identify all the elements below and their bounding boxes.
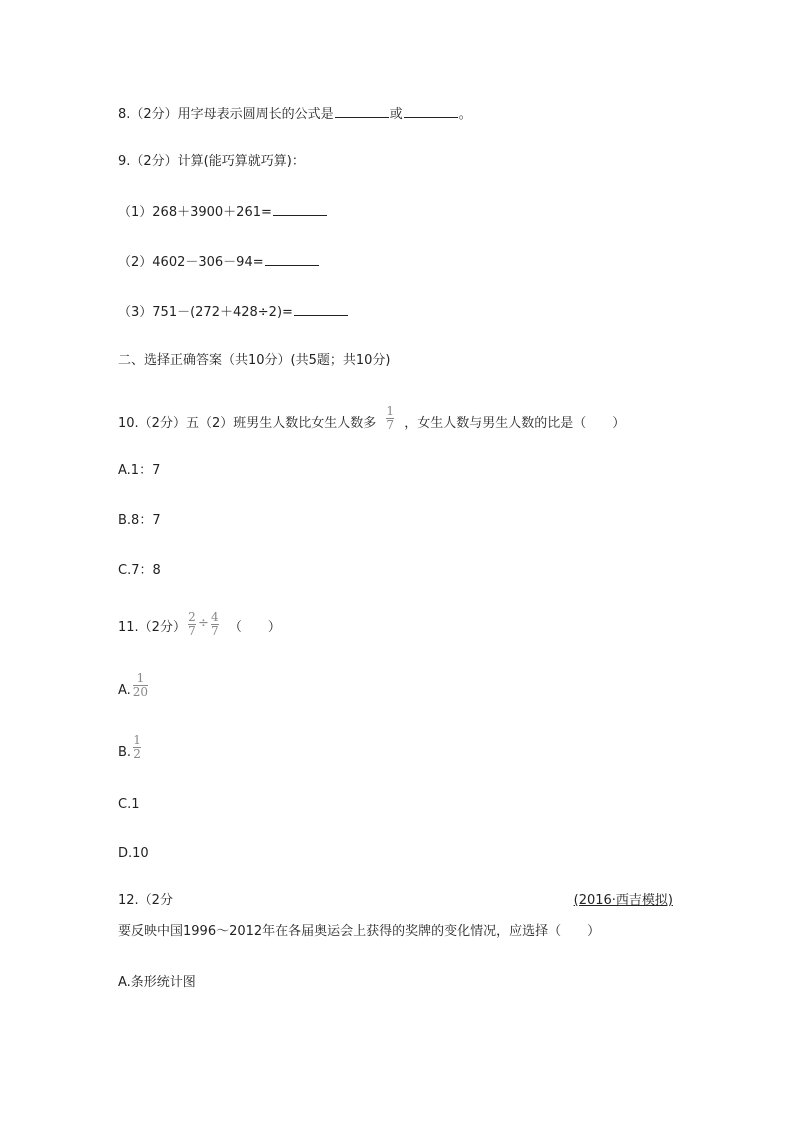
- option-b[interactable]: [118, 732, 143, 762]
- numerator: 4: [211, 609, 219, 624]
- q10-suffix: ，女生人数与男生人数的比是（ ）: [404, 416, 626, 431]
- question-9-part-2: [118, 252, 320, 272]
- fraction-4-7: [211, 609, 219, 638]
- q8-suffix: 。: [458, 107, 472, 122]
- q10-prefix: 10.（2分）五（2）班男生人数比女生人数多: [118, 416, 377, 431]
- denominator: 7: [211, 623, 219, 638]
- q11-suffix: （ ）: [228, 620, 281, 635]
- numerator: 2: [188, 609, 196, 624]
- numerator: 1: [136, 671, 145, 685]
- answer-blank[interactable]: [335, 104, 389, 118]
- denominator: 7: [386, 417, 395, 432]
- fraction-1-20: [133, 673, 148, 698]
- part-text: （3）751－(272＋428÷2)=: [118, 305, 293, 320]
- numerator: 1: [386, 403, 395, 418]
- question-9-part-3: [118, 302, 349, 322]
- question-12-stem: 要反映中国1996～2012年在各届奥运会上获得的奖牌的变化情况，应选择（ ）: [118, 924, 601, 939]
- option-b[interactable]: B.8：7: [118, 513, 161, 528]
- option-label: B.: [118, 745, 132, 760]
- question-12-number: 12.（2分: [118, 893, 173, 908]
- answer-blank[interactable]: [404, 104, 458, 118]
- question-9-part-1: [118, 202, 328, 222]
- option-label: A.: [118, 683, 131, 698]
- fraction-1-7: [386, 403, 395, 432]
- question-11: [118, 609, 281, 642]
- denominator: 7: [188, 623, 196, 638]
- answer-blank[interactable]: [273, 202, 327, 216]
- section-heading: 二、选择正确答案（共10分）(共5题；共10分): [118, 353, 391, 368]
- denominator: 20: [132, 685, 149, 699]
- option-d[interactable]: D.10: [118, 846, 149, 861]
- option-a[interactable]: [118, 670, 150, 700]
- option-c[interactable]: C.1: [118, 797, 140, 812]
- question-9-stem: 9.（2分）计算(能巧算就巧算)：: [118, 154, 305, 169]
- option-a[interactable]: A.1：7: [118, 463, 161, 478]
- q8-prefix: 8.（2分）用字母表示圆周长的公式是: [118, 107, 334, 122]
- answer-blank[interactable]: [265, 252, 319, 266]
- divide-sign: ÷: [197, 616, 209, 631]
- numerator: 1: [133, 733, 141, 747]
- q8-middle: 或: [389, 107, 403, 122]
- q11-prefix: 11.（2分）: [118, 620, 186, 635]
- answer-blank[interactable]: [294, 302, 348, 316]
- source-tag: (2016·西吉模拟): [573, 893, 673, 908]
- fraction-1-2: [133, 735, 141, 760]
- question-10: [118, 403, 626, 438]
- part-text: （1）268＋3900＋261=: [118, 205, 272, 220]
- option-c[interactable]: C.7：8: [118, 563, 161, 578]
- part-text: （2）4602－306－94=: [118, 255, 264, 270]
- denominator: 2: [133, 747, 141, 761]
- question-8: [118, 104, 472, 124]
- fraction-2-7: [188, 609, 196, 638]
- option-a[interactable]: A.条形统计图: [118, 975, 196, 990]
